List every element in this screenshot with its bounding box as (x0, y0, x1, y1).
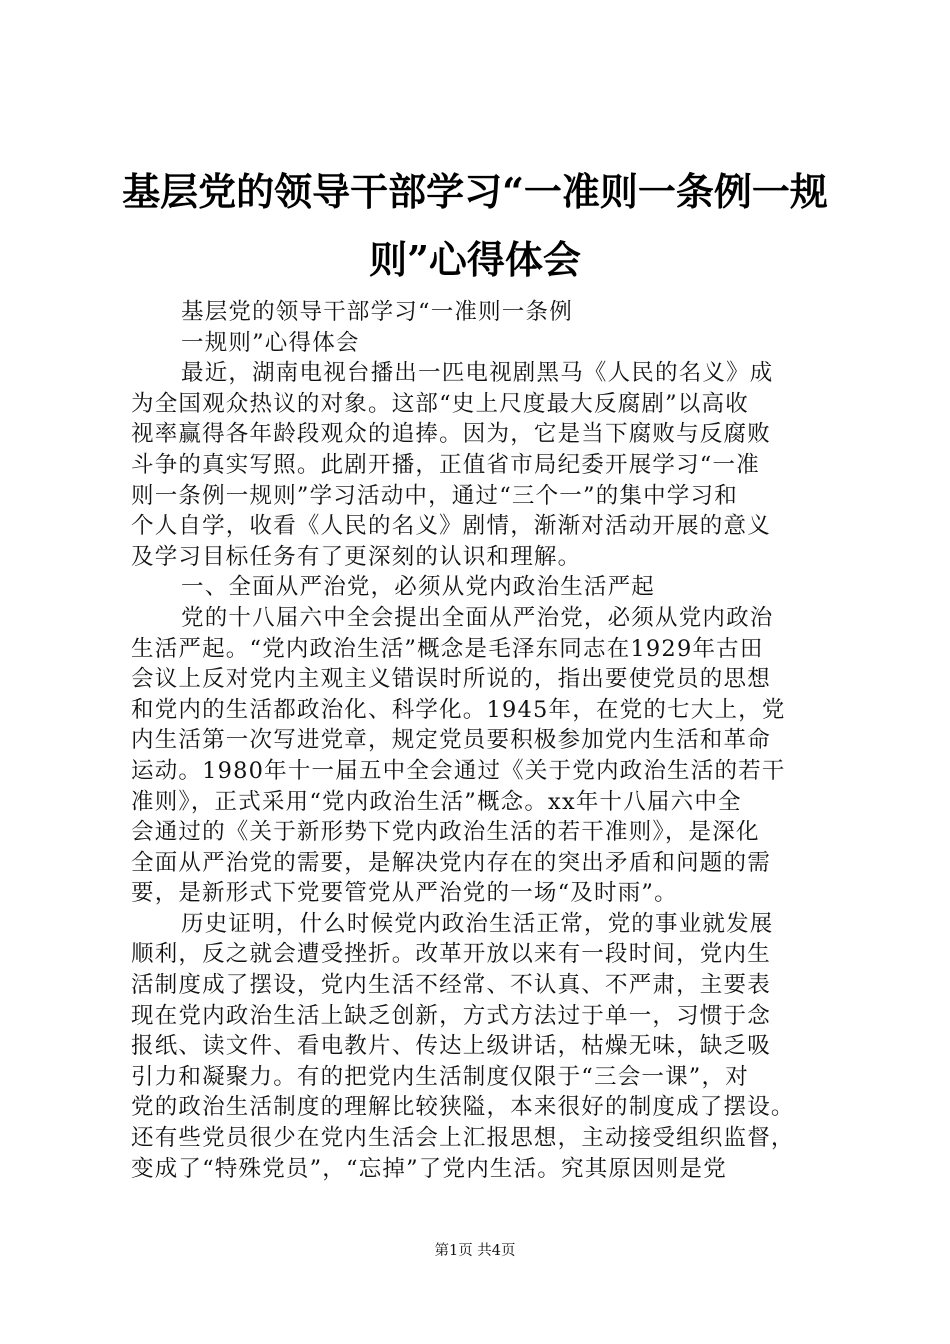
paragraph-line: 则一条例一规则”学习活动中，通过“三个一”的集中学习和 (131, 482, 738, 509)
paragraph-line: 个人自学，收看《人民的名义》剧情，渐渐对活动开展的意义 (131, 513, 771, 540)
title-line-1: 基层党的领导干部学习“一准则一条例一规 (122, 169, 828, 214)
paragraph-line: 变成了“特殊党员”，“忘掉”了党内生活。究其原因则是党 (131, 1155, 727, 1182)
paragraph-line: 历史证明，什么时候党内政治生活正常，党的事业就发展 (181, 910, 774, 937)
paragraph-line: 现在党内政治生活上缺乏创新，方式方法过于单一，习惯于念 (131, 1002, 771, 1029)
subtitle-line: 基层党的领导干部学习“一准则一条例 (181, 299, 573, 325)
paragraph-line: 要，是新形式下党要管党从严治党的一场“及时雨”。 (131, 880, 678, 907)
paragraph-line: 最近，湖南电视台播出一匹电视剧黑马《人民的名义》成 (181, 360, 774, 387)
paragraph-line: 还有些党员很少在党内生活会上汇报思想，主动接受组织监督， (131, 1125, 795, 1152)
subtitle-line: 一规则”心得体会 (181, 329, 360, 356)
paragraph-line: 活制度成了摆设，党内生活不经常、不认真、不严肃，主要表 (131, 972, 771, 999)
paragraph-line: 党的政治生活制度的理解比较狭隘，本来很好的制度成了摆设。 (131, 1094, 795, 1121)
paragraph-line: 会通过的《关于新形势下党内政治生活的若干准则》，是深化 (131, 819, 760, 846)
paragraph-line: 运动。1980年十一届五中全会通过《关于党内政治生活的若干 (131, 757, 786, 784)
paragraph-line: 视率赢得各年龄段观众的追捧。因为，它是当下腐败与反腐败 (131, 421, 771, 448)
paragraph-line: 顺利，反之就会遭受挫折。改革开放以来有一段时间，党内生 (131, 941, 771, 968)
paragraph-line: 和党内的生活都政治化、科学化。1945年，在党的七大上，党 (131, 696, 786, 723)
paragraph-line: 为全国观众热议的对象。这部“史上尺度最大反腐剧”以高收 (131, 390, 749, 417)
paragraph-line: 及学习目标任务有了更深刻的认识和理解。 (131, 543, 582, 570)
document-body (131, 297, 831, 1184)
section-heading: 一、全面从严治党，必须从党内政治生活严起 (181, 574, 656, 601)
page-number-footer: 第1页 共4页 (434, 1243, 516, 1259)
paragraph-line: 引力和凝聚力。有的把党内生活制度仅限于“三会一课”，对 (131, 1063, 749, 1090)
paragraph-line: 会议上反对党内主观主义错误时所说的，指出要使党员的思想 (131, 666, 771, 693)
paragraph-line: 准则》，正式采用“党内政治生活”概念。xx年十八届六中全 (131, 788, 742, 815)
paragraph-line: 报纸、读文件、看电教片、传达上级讲话，枯燥无味，缺乏吸 (131, 1033, 771, 1060)
paragraph-line: 内生活第一次写进党章，规定党员要积极参加党内生活和革命 (131, 727, 771, 754)
paragraph-line: 生活严起。“党内政治生活”概念是毛泽东同志在1929年古田 (131, 635, 764, 662)
paragraph-line: 全面从严治党的需要，是解决党内存在的突出矛盾和问题的需 (131, 849, 771, 876)
title-line-2: 则”心得体会 (369, 237, 581, 282)
paragraph-line: 斗争的真实写照。此剧开播，正值省市局纪委开展学习“一准 (131, 451, 760, 478)
document-title (100, 158, 850, 294)
paragraph-line: 党的十八届六中全会提出全面从严治党，必须从党内政治 (181, 604, 774, 631)
